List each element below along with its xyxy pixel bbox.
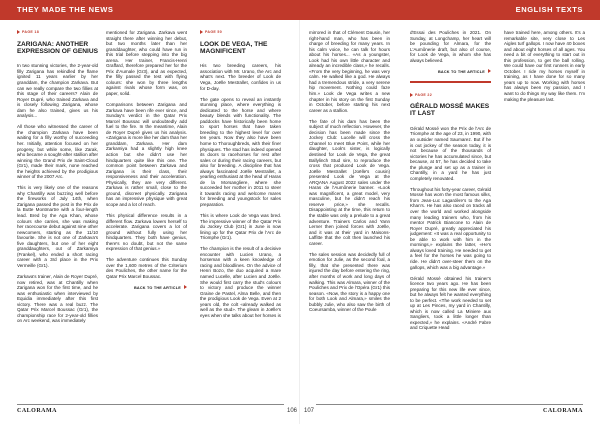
paragraph: Zarkava's trainer, Alain de Royer Dupré, now retired, was at Chantilly when Zarigana won for the first time, and he was enthusiastic when interviewed by Equidia immediately after this first victory. There was a real buzz. The Qatar Prix Marcel Boussac (Gr1), the championship race for 2-year-old fillies on Arc weekend, was immediately (17, 274, 98, 324)
column-1 (17, 30, 98, 400)
footer-rule-left (17, 404, 284, 405)
paragraph: This is where Look de Vega was bred. The impressive winner of the Qatar Prix du Jockey Club (Gr1) in June is now lining up for the Qatar Prix de l'Arc de Triomphe (Gr1). (200, 213, 281, 241)
paragraph: This physical difference results in a different flow. Zarkava lowers herself to accelerate. Zarigana covers a lot of ground without fully using her hindquarters. They both have genius, there's no doubt, but not the same expression of that genius.» (106, 212, 187, 252)
page-reference-label: PAGE 50 (205, 30, 223, 34)
paragraph: d'Essai des Pouliches in 2021. On Sunday, at Longchamp, her heart will be pounding for Almara, for the L'Aumônerie draft, but also of course, for Look de Vega, in whom she has always believed. (410, 30, 491, 63)
paragraph: Throughout his forty-year career, Gérald Mossé has worn the most famous silks, from Jean-Luc Lagardère's to the Aga Khan's. He has also raced on tracks all over the world and worked alongside many leading trainers who, from his mentor Patrick Biancone to Alain de Royer Dupré, greatly appreciated his judgement: «It was a real opportunity to be able to work with him in the mornings,» explains the latter, «He's always loved training. He needed to get a feel for the horses he was going to ride. He didn't over-steer them on the gallops, which was a big advantage.» (410, 186, 491, 270)
column-4 (309, 30, 390, 400)
standfirst: His two breeding careers, his association with Mr. Urano, the Arc and what's next. The breeder of Look de Vega, Joëlle Mestrallet, confides in us for D-day. (200, 63, 281, 91)
back-to-article-link[interactable] (410, 69, 491, 76)
header-bar (0, 0, 600, 20)
column-2 (106, 30, 187, 400)
standfirst: In two stunning victories, the 2-year-old filly Zarigana has rekindled the flame ignited 11 years earlier by her granddam, the champion Zarkava. But can we really compare the two fillies at this stage of their careers? Alain de Royer Dupré, who trained Zarkava and is closely following Zarigana, whose dam he also trained, gives us his analysis... (17, 63, 98, 119)
section-label: ENGLISH TEXTS (515, 5, 583, 14)
paragraph: All those who witnessed the career of the champion Zarkava have been waiting for a filly worthy of succeeding her. Initially, attention focused on her progeny, but while some, like Zarak, who became a sought-after stallion after winning the Grand Prix de Saint-Cloud (Gr1), made their mark, none reached the heights achieved by the prodigious winner of the 2007 Arc. (17, 124, 98, 180)
paragraph: The adventure continues this Sunday over the 1,600 metres of the Criterium des Pouliches, the other name for the Qatar Prix Marcel Boussac. (106, 257, 187, 279)
arrow-right-icon (488, 69, 491, 73)
magazine-logo: CALORAMA (543, 408, 583, 414)
paragraph: mentioned for Zarigana. Zarkava went straight there after winning her debut, but two months later than her granddaughter, who could have run in this trial before stepping into the big arena. Her trainer, Francis-Henri Graffard, therefore prepared her for the Prix d'Aumale (Gr3), and as expected, the filly passed the test with flying colours: she won by three lengths against rivals whose form was, on paper, solid. (106, 30, 187, 97)
paragraph: The sales session was decidedly full of emotion for Julie, as the second foal, a filly, that she presented there was injured the day before entering the ring, after months of work and long days of walking. This was Almara, winner of the Pouliches and Prix de l'Opéra (Gr1) this season. «Now, the story is a happy one for both Look and Almara,» smiles the bubbly Julie, who also saw the birth of Coeursamba, winner of the Poule (309, 251, 390, 313)
paragraph: have trained here, among others. It's a remarkable site, very close to Les Aigles turf gallops. I now have 40 boxes and about eight horses of all ages. You need a bit of everything to start out in this profession, to get the ball rolling. We could have our first runners in early October. I ride my horses myself in training, as I have done for so many years up to now. Working with horses has always been my passion, and I want to do things my way like them. I'm making the pleasure last. (504, 30, 585, 102)
paragraph: The champion is the result of a decisive encounter with Lucien Urano, a horseman with a keen knowledge of racing and bloodlines. On the advice of Henri Bozo, the duo acquired a mare named Lucelle, after Lucien and Joëlle. She would first carry the stud's colours to victory and produce the winner Graine de Pastel, Alma Belle, and then the prodigious Look de Vega. Even at 2 years old, the colt «already walked as well as the stud». The gleam in Joëlle's eyes when she talks about her horses is (200, 246, 281, 318)
column-6 (504, 30, 585, 400)
page-number-left: 106 (287, 408, 298, 414)
article-headline: GÉRALD MOSSÉ MAKES IT LAST (410, 103, 490, 118)
page-reference (17, 30, 98, 36)
page-number-right: 107 (304, 408, 315, 414)
paragraph: Comparisons between Zarigana and Zarkava have been rife ever since, and Sunday's verdict in the Qatar Prix Marcel Boussac will undoubtedly add fuel to the fire. In the meantime, Alain de Royer Dupré gives us his analysis. «Zarigana is more like her dam than her granddam, Zarkava. Her dam Zarkamiya had a slightly high knee action but she didn't use her hindquarters quite like this one. The common point between Zarkava and Zarigana is their class, their responsiveness and their acceleration. Physically, they are very different. Zarkava is rather small, close to the ground, discreet physically. Zarigana has an impressive physique with great scope and a lot of reach. (106, 102, 187, 207)
paragraph: mirrored in that of Clément Dausin, her right-hand man, who has been in charge of breeding for many years. In his calm voice, he can talk for hours about his horses... «As a youngster, Look had his own little character and already an incredible class,» he recalls. «From the very beginning, he was very calm. He walked like a god. He always had a tremendous stride, a very serene hip movement. Nothing could faze him.» Look de Vega writes a new chapter in his story on the first Sunday in October, before starting his next career as a stallion. (309, 30, 390, 113)
page-spine (299, 20, 300, 424)
arrow-icon (17, 30, 20, 34)
page-reference (200, 30, 281, 36)
footer-rule-right (316, 404, 583, 405)
page-reference-label: PAGE 18 (22, 30, 40, 34)
page-reference (410, 93, 491, 99)
standfirst: Gérald Mossé won the Prix de l'Arc de Triomphe at the age of 23, in 1990, with an outsider named Saumarez. But if he is out jockey of the season today, it is not because of the thousands of victories he has accumulated since, but because, at 57, he has decided to take the plunge and set up as a trainer in Chantilly, in a yard he has just completely renovated. (410, 125, 491, 181)
arrow-icon (200, 30, 203, 34)
paragraph: This is very likely one of the reasons why Chantilly was buzzing well before the fireworks of July 14th, when Zarigana passed the post in the Prix de la Butte Montmartre with a four-length lead. Bred by the Aga Khan, whose colours she carries, she was making her racecourse debut against nine other newcomers, starting as the 11/10 favourite. She is not one of Zarkava's five daughters, but one of her eight granddaughters, out of Zarkamiya (Frankel), who ended a short racing career with a 3rd place in the Prix Vermeille (Gr1). (17, 185, 98, 268)
paragraph: The fate of his dam has been the subject of much reflection. However, the decision has been made since the Jockey Club: Lucelle will cross the Channel to meet Blue Point, while her daughter, Look's sister, is logically destined for Look de Vega, the great Ballylinch Stud sire, to reproduce the cross that produced Look de Vega. Joëlle Mestrallet (Joëlle's cousin) presented Look de Vega at the ARQANA August 2022 sales under the Haras de l'Aumônerie banner. «Look was magnificent, a great model, very masculine, but he didn't reach his reserve price,» she recalls. Disappointing at the time, this return to the stable was only a prelude to a great adventure. Trainers Carlos and Yann Lerner then joined forces with Joëlle, and it was at their yard in Maisons-Laffitte that the colt then launched his career. (309, 118, 390, 246)
column-3 (200, 30, 281, 400)
back-link-label[interactable]: BACK TO THE ARTICLE (437, 69, 485, 74)
page-reference-label: PAGE 22 (415, 92, 433, 97)
section-divider (410, 81, 491, 82)
article-headline: LOOK DE VEGA, THE MAGNIFICENT (200, 40, 268, 55)
arrow-right-icon (184, 285, 187, 289)
back-to-article-link[interactable] (106, 285, 187, 292)
column-5 (410, 30, 491, 400)
paragraph: The gate opens to reveal an instantly stunning place, where everything is dedicated to the horse and where beauty blends with functionality. The paddocks have historically been home to sport horses that have taken breeding to the highest level for over ten years. Now they also have been home to Thoroughbreds, with their finer physiques. The stud has indeed opened its doors to racehorses for rest after sales or during their racing careers, but also for breeding. A discipline that has always fascinated Joëlle Mestrallet, a yearling enthusiast at the head of Haras de la Morsangliere, where she succeeded her mother in 2011 to steer it towards racing and welcome mares for breeding and youngstock for sales preparation. (200, 96, 281, 207)
arrow-icon (410, 93, 413, 97)
back-link-label[interactable]: BACK TO THE ARTICLE (133, 285, 181, 290)
article-headline: ZARIGANA: ANOTHER EXPRESSION OF GENIUS (17, 40, 98, 55)
paragraph: Gérald Mossé obtained his trainer's licence two years ago. He has been preparing for this new life ever since, but he always felt he wanted everything to be perfect. «The work needed to set up at Les Pinces, my yard in Chantilly, which is now called La Miniere aux Sangliers, took a little longer than expected,» he explains. «André Fabre and Criquette Head (410, 275, 491, 331)
section-title: THEY MADE THE NEWS (17, 5, 114, 14)
magazine-logo: CALORAMA (17, 408, 57, 414)
